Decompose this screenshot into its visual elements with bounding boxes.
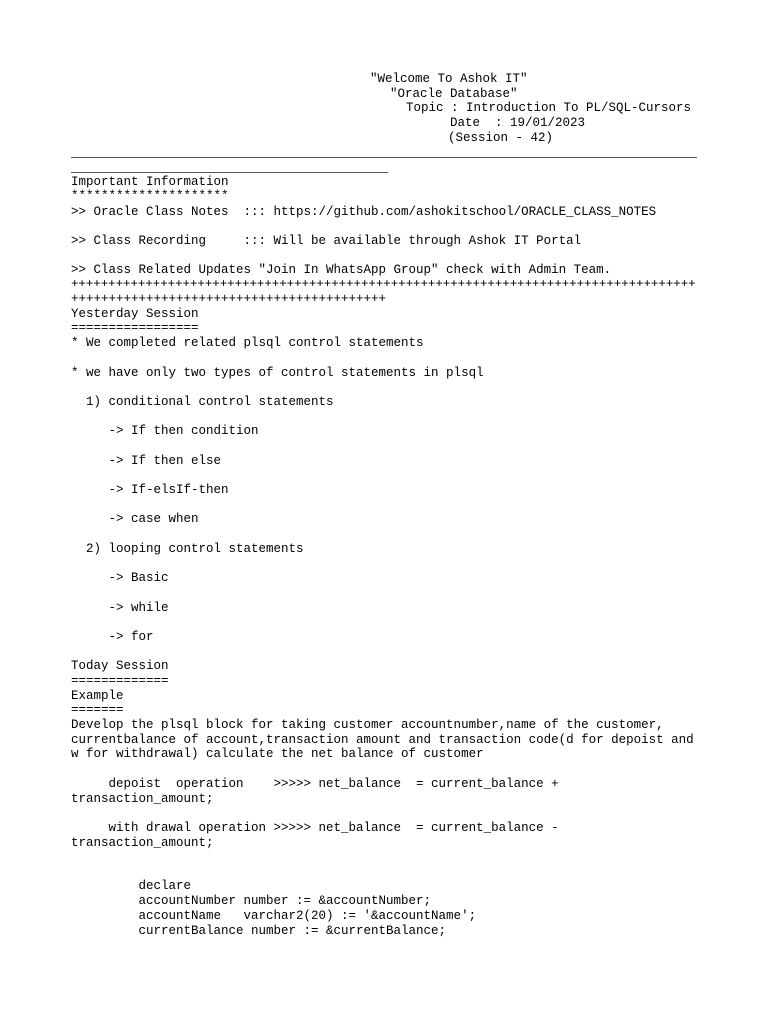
plus-divider-2: ++++++++++++++++++++++++++++++++++++++++++	[71, 292, 387, 306]
list-item: -> for	[71, 630, 154, 644]
code-line: accountNumber number := &accountNumber;	[71, 894, 432, 908]
yesterday-underline: =================	[71, 321, 199, 335]
list-item: -> If-elsIf-then	[71, 483, 229, 497]
list-item: -> case when	[71, 512, 199, 526]
header-welcome: "Welcome To Ashok IT"	[370, 72, 528, 86]
looping-title: 2) looping control statements	[71, 542, 304, 556]
important-underline: *********************	[71, 189, 229, 203]
example-desc-2: currentbalance of account,transaction amount and transaction code(d for depoist and	[71, 733, 694, 747]
deposit-formula-1: depoist operation >>>>> net_balance = current_balance +	[71, 777, 559, 791]
plus-divider-1: ++++++++++++++++++++++++++++++++++++++++++++++++++++++++++++++++++++++++++++++++++++	[71, 277, 696, 291]
deposit-formula-2: transaction_amount;	[71, 792, 214, 806]
example-title: Example	[71, 689, 124, 703]
important-title: Important Information	[71, 175, 229, 189]
class-notes-line: >> Oracle Class Notes ::: https://github.com/ashokitschool/ORACLE_CLASS_NOTES	[71, 205, 657, 219]
list-item: -> Basic	[71, 571, 169, 585]
class-recording-line: >> Class Recording ::: Will be available through Ashok IT Portal	[71, 234, 582, 248]
code-line: currentBalance number := &currentBalance;	[71, 924, 447, 938]
conditional-title: 1) conditional control statements	[71, 395, 334, 409]
example-desc-1: Develop the plsql block for taking customer accountnumber,name of the customer,	[71, 718, 664, 732]
list-item: -> while	[71, 601, 169, 615]
today-title: Today Session	[71, 659, 169, 673]
list-item: -> If then condition	[71, 424, 259, 438]
yesterday-line-1: * We completed related plsql control statements	[71, 336, 424, 350]
header-subject: "Oracle Database"	[390, 87, 518, 101]
list-item: -> If then else	[71, 454, 222, 468]
header-rule-short	[71, 172, 388, 173]
header-session: (Session - 42)	[448, 131, 554, 145]
code-line: accountName varchar2(20) := '&accountName';	[71, 909, 477, 923]
withdrawal-formula-2: transaction_amount;	[71, 836, 214, 850]
header-rule-long	[71, 157, 697, 158]
today-underline: =============	[71, 674, 169, 688]
yesterday-line-2: * we have only two types of control statements in plsql	[71, 366, 484, 380]
header-topic: Topic : Introduction To PL/SQL-Cursors	[406, 101, 692, 115]
header-date: Date : 19/01/2023	[450, 116, 586, 130]
withdrawal-formula-1: with drawal operation >>>>> net_balance = current_balance -	[71, 821, 559, 835]
code-line: declare	[71, 879, 192, 893]
yesterday-title: Yesterday Session	[71, 307, 199, 321]
class-updates-line: >> Class Related Updates "Join In WhatsApp Group" check with Admin Team.	[71, 263, 612, 277]
example-underline: =======	[71, 703, 124, 717]
example-desc-3: w for withdrawal) calculate the net balance of customer	[71, 747, 484, 761]
